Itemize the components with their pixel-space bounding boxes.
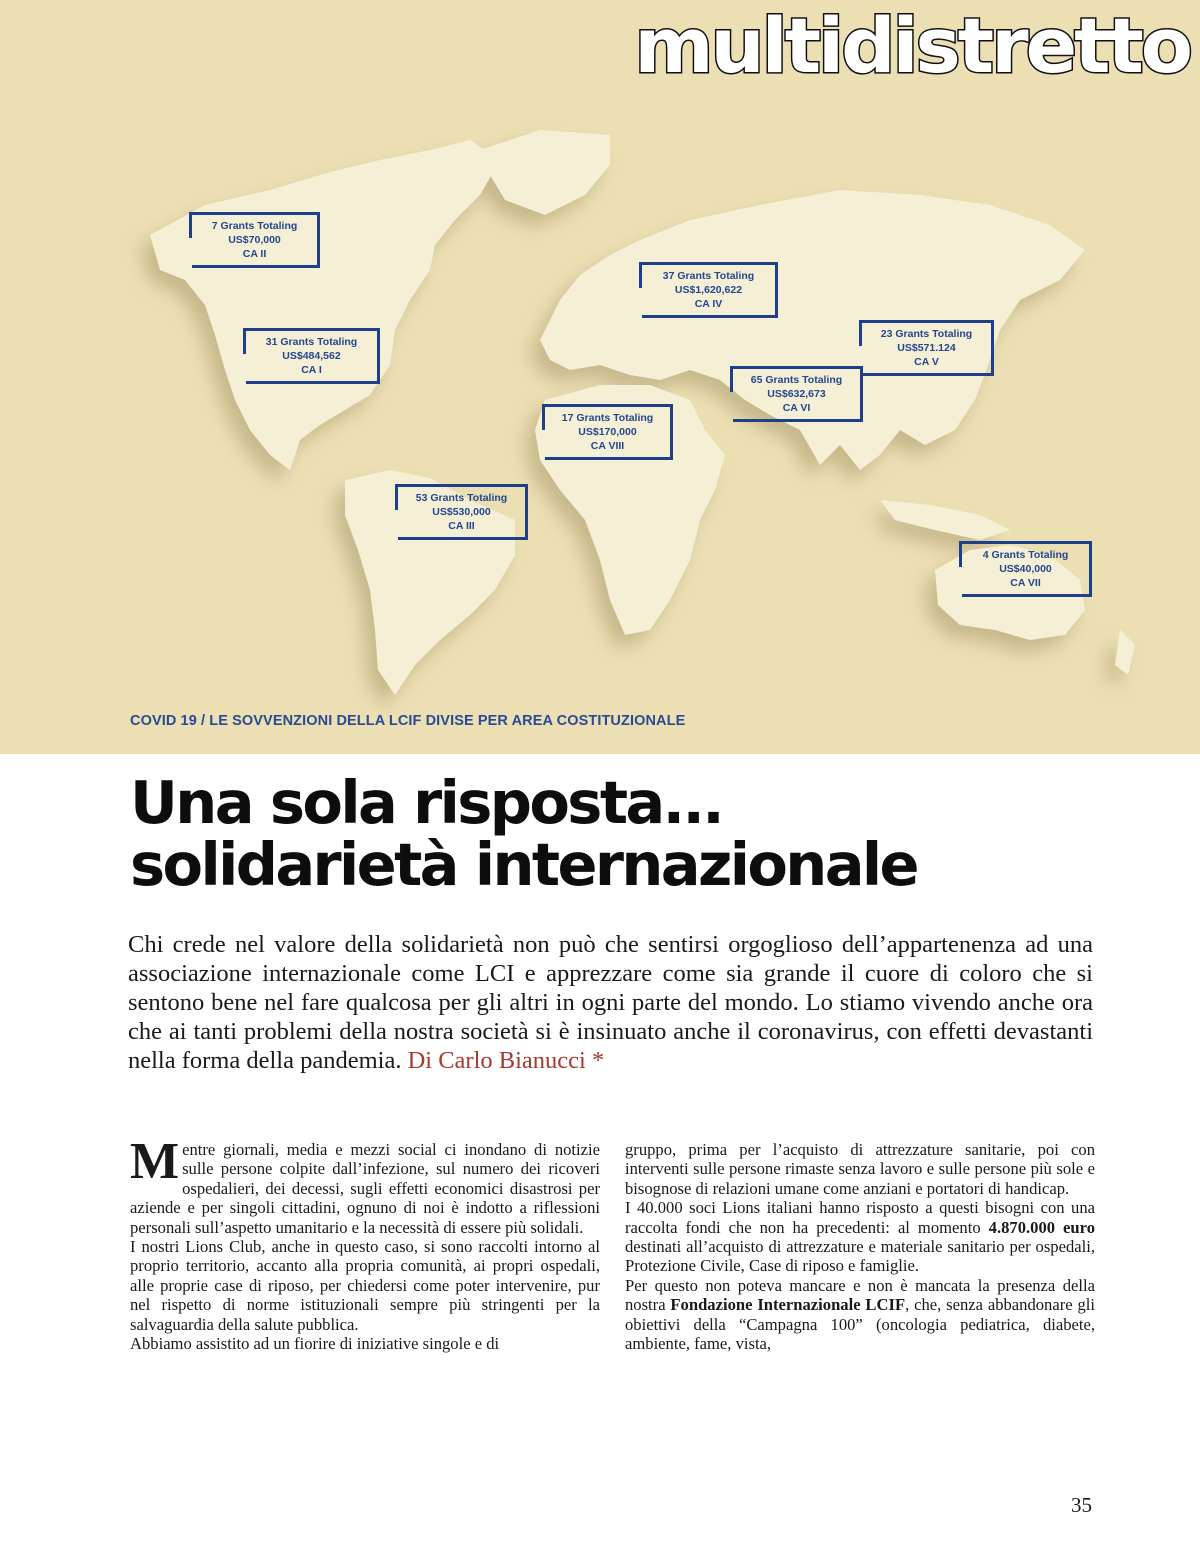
grant-label-ca-v <box>862 320 994 376</box>
grant-amount: US$170,000 <box>578 426 637 438</box>
grant-amount: US$571.124 <box>897 342 956 354</box>
grant-label-ca-ii <box>192 212 320 268</box>
fundraising-amount: 4.870.000 euro <box>988 1217 1096 1237</box>
paragraph-text: I 40.000 soci Lions italiani hanno risposto a questi bisogni con una raccolta fondi che non ha precedenti: al momento <box>625 1198 1095 1237</box>
paragraph: gruppo, prima per l’acquisto di attrezzature sanitarie, poi con interventi sulle persone rimaste senza lavoro e sulle persone più sole e bisognose di relazioni umane come anziani e portatori di handicap. <box>625 1140 1095 1198</box>
grant-count: 37 Grants Totaling <box>662 270 755 282</box>
paragraph <box>625 1198 1095 1276</box>
right-column <box>625 1140 1095 1353</box>
paragraph <box>625 1276 1095 1354</box>
grant-area: CA VII <box>1010 577 1041 589</box>
paragraph: Abbiamo assistito ad un fiorire di iniziative singole e di <box>130 1334 500 1354</box>
grant-label-ca-iii <box>398 484 528 540</box>
world-map <box>0 0 1200 754</box>
headline-line-1: Una sola risposta... <box>130 768 723 837</box>
article-lead <box>128 930 1093 1075</box>
continent-north-america <box>150 140 500 470</box>
paragraph-text: Per questo non poteva mancare e non è mancata la presenza della nostra <box>625 1275 1095 1315</box>
grant-count: 4 Grants Totaling <box>982 549 1069 561</box>
left-column <box>130 1133 600 1354</box>
lead-text: Chi crede nel valore della solidarietà non può che sentirsi orgoglioso dell’appartenenza ad una associazione internazionale come LCI e apprezzare come sia grande il cuore di coloro che si sentono bene nel fare qualcosa per gli altri in ogni parte del mondo. Lo stiamo vivendo anche ora che ai tanti problemi della nostra società si è insinuato anche il coronavirus, con effetti devastanti nella forma della pandemia. <box>128 931 1093 1074</box>
byline: Di Carlo Bianucci * <box>407 1047 605 1074</box>
article-headline <box>130 768 1130 899</box>
grant-amount: US$632,673 <box>767 388 826 400</box>
grant-area: CA II <box>242 248 267 260</box>
grant-amount: US$484,562 <box>282 350 341 362</box>
headline-line-2: solidarietà internazionale <box>130 830 917 899</box>
grant-amount: US$1,620,622 <box>674 284 743 296</box>
paragraph <box>130 1133 600 1237</box>
grant-count: 65 Grants Totaling <box>750 374 843 386</box>
grant-area: CA I <box>301 364 322 376</box>
paragraph-text: destinati all’acquisto di attrezzature e materiale sanitario per ospedali, Protezione Civile, Case di riposo e famiglie. <box>625 1237 1095 1276</box>
grant-count: 17 Grants Totaling <box>561 412 654 424</box>
grant-area: CA III <box>448 520 475 532</box>
grant-label-ca-viii <box>545 404 673 460</box>
drop-cap: M <box>130 1133 180 1190</box>
paragraph-text: , che, senza abbandonare gli obiettivi della “Campagna 100” (oncologia pediatrica, diabete, ambiente, fame, vista, <box>625 1295 1095 1354</box>
grant-count: 31 Grants Totaling <box>265 336 358 348</box>
continent-new-zealand <box>1115 630 1135 675</box>
grant-label-ca-vi <box>733 366 863 422</box>
paragraph: I nostri Lions Club, anche in questo caso, si sono raccolti intorno al proprio territorio, accanto alla propria comunità, ai propri ospedali, alle proprie case di riposo, per chiedersi come poter intervenire, pur nel rispetto di norme istituzionali sempre più stringenti per la salvaguardia della salute pubblica. <box>130 1237 600 1334</box>
grant-count: 53 Grants Totaling <box>415 492 508 504</box>
grant-amount: US$40,000 <box>999 563 1052 575</box>
grant-label-ca-i <box>246 328 380 384</box>
grant-area: CA VIII <box>590 440 625 452</box>
map-hero <box>0 0 1200 754</box>
grant-count: 23 Grants Totaling <box>880 328 973 340</box>
paragraph-text: entre giornali, media e mezzi social ci inondano di notizie sulle persone colpite dall’infezione, sul numero dei ricoveri ospedalieri, dei decessi, sugli effetti economici disastrosi per aziende e per singoli cittadini, ognuno di noi è indotto a riflessioni personali sull’aspetto umanitario e la necessità di essere più solidali. <box>130 1140 600 1237</box>
section-title: multidistretto <box>634 1 1190 90</box>
grant-area: CA VI <box>782 402 811 414</box>
continent-indonesia <box>880 500 1010 540</box>
foundation-name: Fondazione Internazionale LCIF <box>670 1295 906 1315</box>
grant-label-ca-vii <box>962 541 1092 597</box>
map-caption: COVID 19 / LE SOVVENZIONI DELLA LCIF DIVISE PER AREA COSTITUZIONALE <box>130 713 686 729</box>
page-number: 35 <box>1071 1493 1092 1517</box>
grant-label-ca-iv <box>642 262 778 318</box>
grant-count: 7 Grants Totaling <box>211 220 298 232</box>
grant-amount: US$530,000 <box>432 506 491 518</box>
continent-greenland <box>480 130 610 215</box>
grant-amount: US$70,000 <box>228 234 281 246</box>
grant-area: CA IV <box>694 298 723 310</box>
grant-area: CA V <box>914 356 939 368</box>
